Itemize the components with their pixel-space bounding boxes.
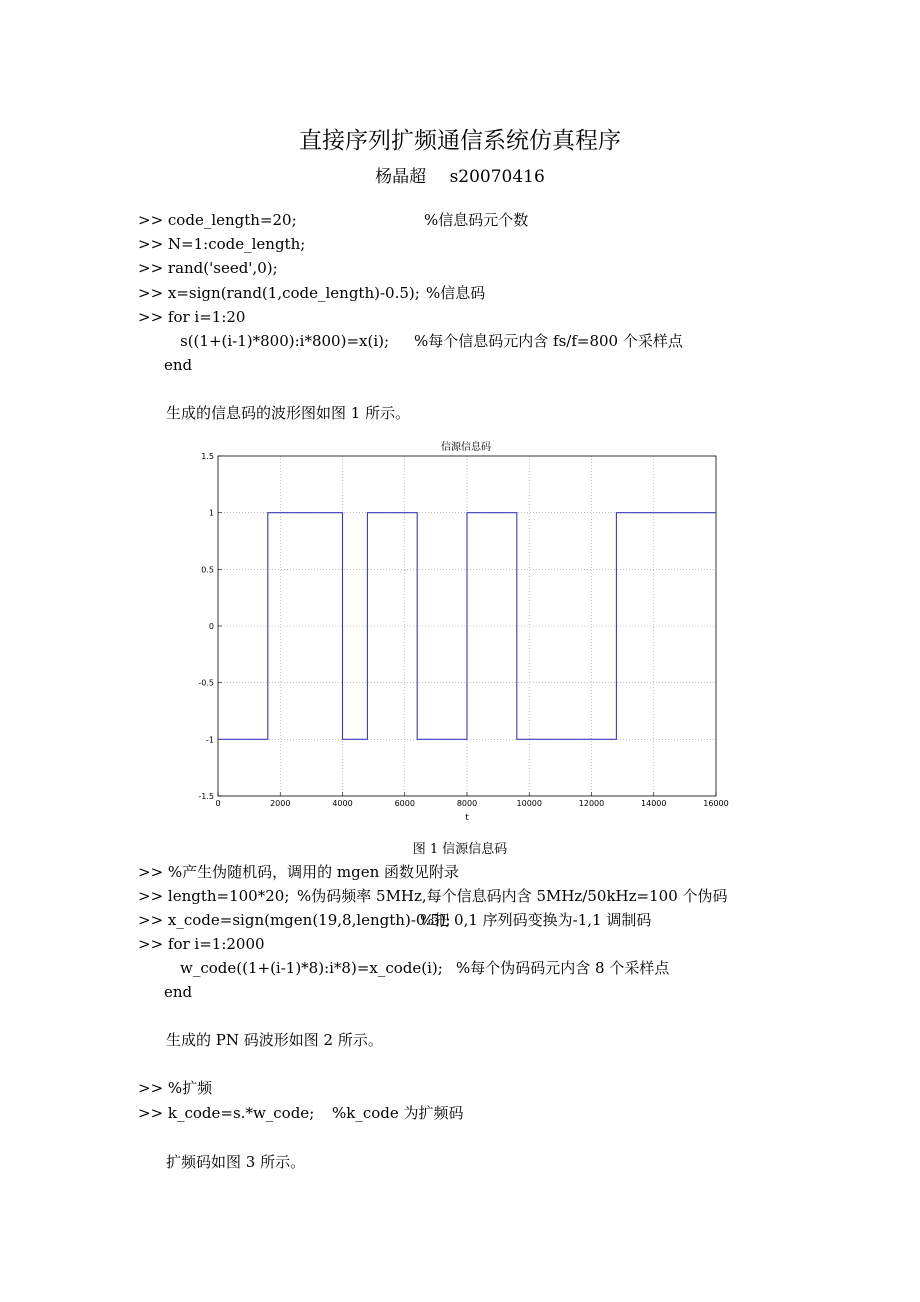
code-line: >> k_code=s.*w_code; [138,1104,315,1122]
code-line: >> rand('seed',0); [138,259,278,277]
x-tick-label: 4000 [332,799,353,808]
code-line: >> x_code=sign(mgen(19,8,length)-0.5); [138,911,451,929]
y-tick-label: -1.5 [198,792,214,801]
x-tick-label: 8000 [456,799,478,808]
code-line: >> length=100*20; [138,887,290,905]
x-tick-label: 16000 [703,799,729,808]
x-tick-label: 0 [215,799,221,808]
x-tick-label: 6000 [394,799,415,808]
y-tick-label: 0.5 [201,565,214,575]
x-axis-label: t [465,813,469,823]
code-line: end [164,356,193,374]
code-line: >> for i=1:20 [138,308,246,326]
code-line: >> for i=1:2000 [138,935,265,953]
code-line: >> %产生伪随机码，调用的 mgen 函数见附录 [138,863,460,881]
x-tick-label: 2000 [270,799,291,808]
code-comment: %把 0,1 序列码变换为-1,1 调制码 [420,911,652,929]
figure-caption: 图 1 信源信息码 [412,842,508,857]
code-line: >> N=1:code_length; [138,235,306,253]
code-line: end [164,983,193,1001]
author-name: 杨晶超 [375,167,427,187]
y-tick-label: -0.5 [198,678,214,688]
x-tick-label: 10000 [516,799,542,808]
chart-title: 信源信息码 [441,442,491,453]
author-line [0,162,920,187]
x-tick-label: 14000 [641,799,667,808]
code-line: >> code_length=20; [138,211,297,229]
y-tick-label: 0 [208,622,214,631]
y-tick-label: 1.5 [201,452,214,461]
y-tick-label: -1 [206,735,214,745]
code-comment: %信息码元个数 [424,211,529,229]
paragraph: 生成的 PN 码波形如图 2 所示。 [166,1031,383,1049]
code-comment: %信息码 [426,284,486,302]
code-comment: %每个伪码码元内含 8 个采样点 [456,959,670,977]
code-comment: %每个信息码元内含 fs/f=800 个采样点 [414,332,683,350]
code-comment: %k_code 为扩频码 [332,1104,464,1122]
code-comment: %伪码频率 5MHz,每个信息码内含 5MHz/50kHz=100 个伪码 [297,887,728,905]
code-line: >> %扩频 [138,1079,213,1097]
author-id: s20070416 [449,167,545,187]
code-line: w_code((1+(i-1)*8):i*8)=x_code(i); [180,959,443,977]
paragraph: 生成的信息码的波形图如图 1 所示。 [166,404,411,422]
document-title: 直接序列扩频通信系统仿真程序 [299,128,621,154]
code-line: s((1+(i-1)*800):i*800)=x(i); [180,332,390,350]
paragraph: 扩频码如图 3 所示。 [166,1153,306,1171]
x-tick-label: 12000 [578,799,605,808]
code-line: >> x=sign(rand(1,code_length)-0.5); [138,284,420,302]
y-tick-label: 1 [208,508,214,518]
figure-1-chart [180,438,750,828]
